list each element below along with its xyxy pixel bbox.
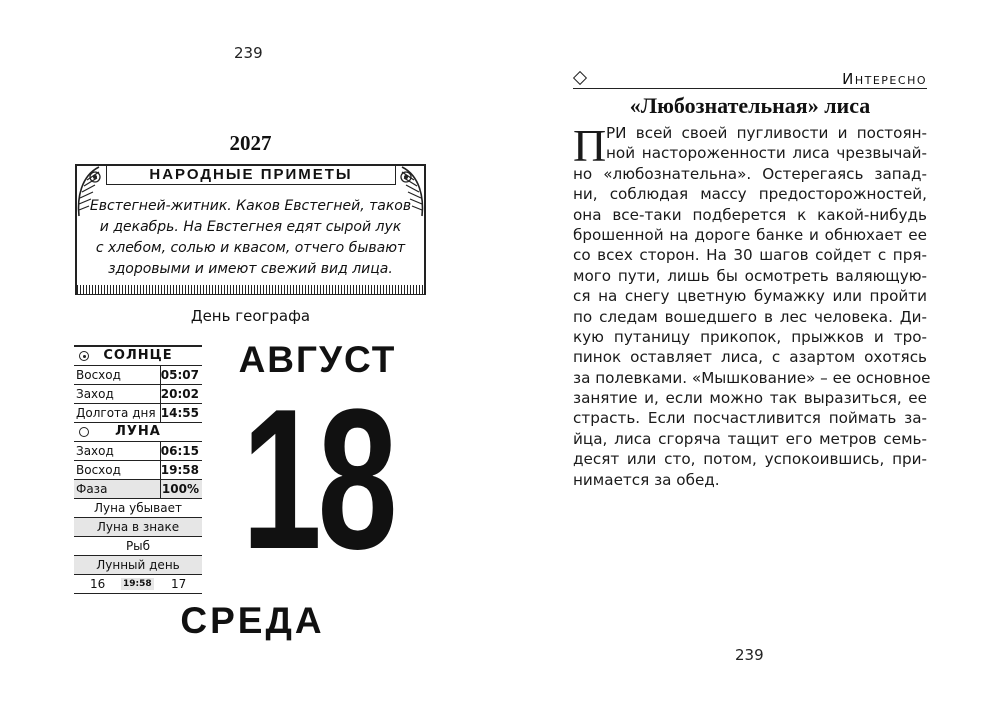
article-line: со всех сторон. На 30 шагов сойдет с пря- bbox=[573, 246, 927, 265]
article-line: РИ всей своей пугливости и постоян- bbox=[606, 124, 927, 142]
article-line: кую путаницу прикопок, прыжков и тро- bbox=[573, 327, 927, 346]
article-line: ной настороженности лиса чрезвычай- bbox=[606, 144, 927, 163]
decorative-border bbox=[77, 285, 424, 294]
article-line: нимается за обед. bbox=[573, 470, 720, 489]
moon-row: Фаза 100% bbox=[74, 479, 202, 498]
article-line: за полевками. «Мышкование» – ее основное bbox=[573, 368, 931, 387]
day-number: 18 bbox=[241, 368, 394, 591]
moon-phase: Луна убывает bbox=[74, 498, 202, 517]
article-line: мого пути, лишь бы осмотреть валяющую- bbox=[573, 266, 927, 285]
moon-header: ЛУНА bbox=[74, 422, 202, 441]
moon-sign-value: Рыб bbox=[74, 536, 202, 555]
moon-row: Восход 19:58 bbox=[74, 460, 202, 479]
sun-row: Долгота дня 14:55 bbox=[74, 403, 202, 422]
sun-header: СОЛНЦЕ bbox=[74, 345, 202, 365]
article-line: пинок оставляет лиса, с азартом охотясь bbox=[573, 348, 927, 367]
lunar-day-label: Лунный день bbox=[74, 555, 202, 574]
proverb-line: здоровыми и имеют свежий вид лица. bbox=[108, 261, 393, 277]
drop-cap: П bbox=[573, 120, 607, 171]
section-header bbox=[573, 70, 927, 89]
proverbs-text bbox=[87, 196, 414, 280]
moon-sign-label: Луна в знаке bbox=[74, 517, 202, 536]
proverbs-title: НАРОДНЫЕ ПРИМЕТЫ bbox=[106, 165, 396, 185]
sun-row: Заход 20:02 bbox=[74, 384, 202, 403]
article-line: страсть. Если посчастливится поймать за- bbox=[573, 409, 927, 428]
section-title: Интересно bbox=[842, 70, 927, 88]
proverb-line: Евстегней-житник. Каков Евстегней, таков bbox=[89, 198, 412, 214]
article-line: йца, лиса сгоряча тащит его метров семь- bbox=[573, 429, 927, 448]
proverb-line: и декабрь. На Евстегнея едят сырой лук bbox=[99, 219, 402, 235]
article-line: ни, соблюдая массу предосторожностей, bbox=[573, 185, 927, 204]
page-number-right: 239 bbox=[735, 646, 764, 664]
article-body bbox=[573, 120, 931, 490]
moon-row: Заход 06:15 bbox=[74, 441, 202, 460]
page-number-left: 239 bbox=[234, 44, 263, 62]
lunar-day-row: 16 19:58 17 bbox=[74, 574, 202, 594]
moon-icon bbox=[79, 427, 89, 437]
article-line: ся на снегу цветную бумажку или пройти bbox=[573, 287, 927, 306]
month: АВГУСТ bbox=[238, 339, 397, 380]
holiday: День географа bbox=[190, 307, 311, 325]
article-line: десят или сто, потом, успокоившись, при- bbox=[573, 450, 927, 469]
year: 2027 bbox=[229, 131, 272, 155]
proverb-line: с хлебом, солью и квасом, отчего бывают bbox=[95, 240, 406, 256]
diamond-icon bbox=[573, 71, 587, 85]
article-line: занятие и, если можно так выразиться, ее bbox=[573, 389, 927, 408]
sun-moon-table bbox=[74, 345, 202, 594]
article-title: «Любознательная» лиса bbox=[629, 93, 871, 118]
article-line: по следам вошедшего в лес человека. Ди- bbox=[573, 307, 927, 326]
sun-row: Восход 05:07 bbox=[74, 365, 202, 384]
article-line: она все-таки подберется к какой-нибудь bbox=[573, 205, 927, 224]
article-line: брошенной на дороге банке и обнюхает ее bbox=[573, 225, 927, 244]
sun-icon bbox=[79, 351, 89, 361]
proverbs-box bbox=[75, 164, 426, 297]
article-line: но «любознательна». Остерегаясь запад- bbox=[573, 164, 927, 183]
weekday: СРЕДА bbox=[180, 600, 325, 641]
